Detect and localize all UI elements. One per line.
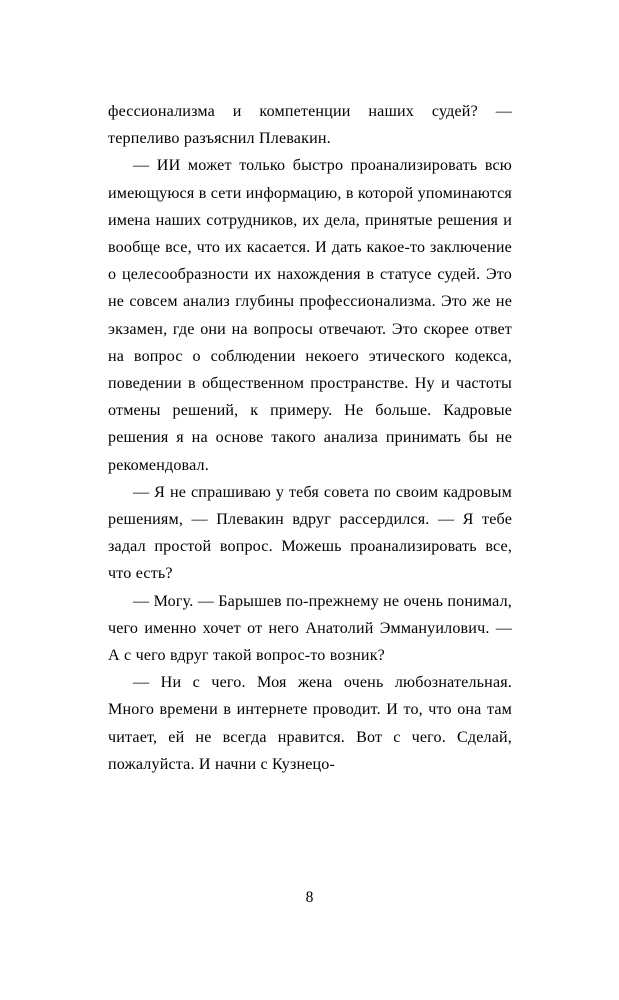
- page-number: 8: [305, 889, 314, 906]
- paragraph-dialogue-wife-curious: — Ни с чего. Моя жена очень любознательная. Много времени в интернете проводит. И то, что она там читает, ей не всегда нравится. Вот с чего. Сделай, пожалуйста. И начни с Кузнецо-: [108, 674, 512, 773]
- paragraph-continuation: фессионализма и компетенции наших судей? — терпеливо разъяснил Плевакин.: [108, 103, 512, 148]
- paragraph-dialogue-plevakin-angry: — Я не спрашиваю у тебя совета по своим кадровым решениям, — Плевакин вдруг рассердился. — Я тебе задал простой вопрос. Можешь проанализировать все, что есть?: [108, 483, 512, 583]
- page-text-block: [108, 98, 512, 778]
- paragraph-dialogue-baryshev-reply: — Могу. — Барышев по-прежнему не очень понимал, чего именно хочет от него Анатолий Эммануилович. — А с чего вдруг такой вопрос-то возник?: [108, 592, 512, 665]
- paragraph-dialogue-ai-analysis: — ИИ может только быстро проанализировать всю имеющуюся в сети информацию, в которой упоминаются имена наших сотрудников, их дела, принятые решения и вообще все, что их касается. И дать какое-то заключение о целесообразности их нахождения в статусе судей. Это не совсем анализ глубины профессионализма. Это же не экзамен, где они на вопросы отвечают. Это скорее ответ на вопрос о соблюдении некоего этического кодекса, поведении в общественном пространстве. Ну и частоты отмены решений, к примеру. Не больше. Кадровые решения я на основе такого анализа принимать бы не рекомендовал.: [108, 157, 512, 474]
